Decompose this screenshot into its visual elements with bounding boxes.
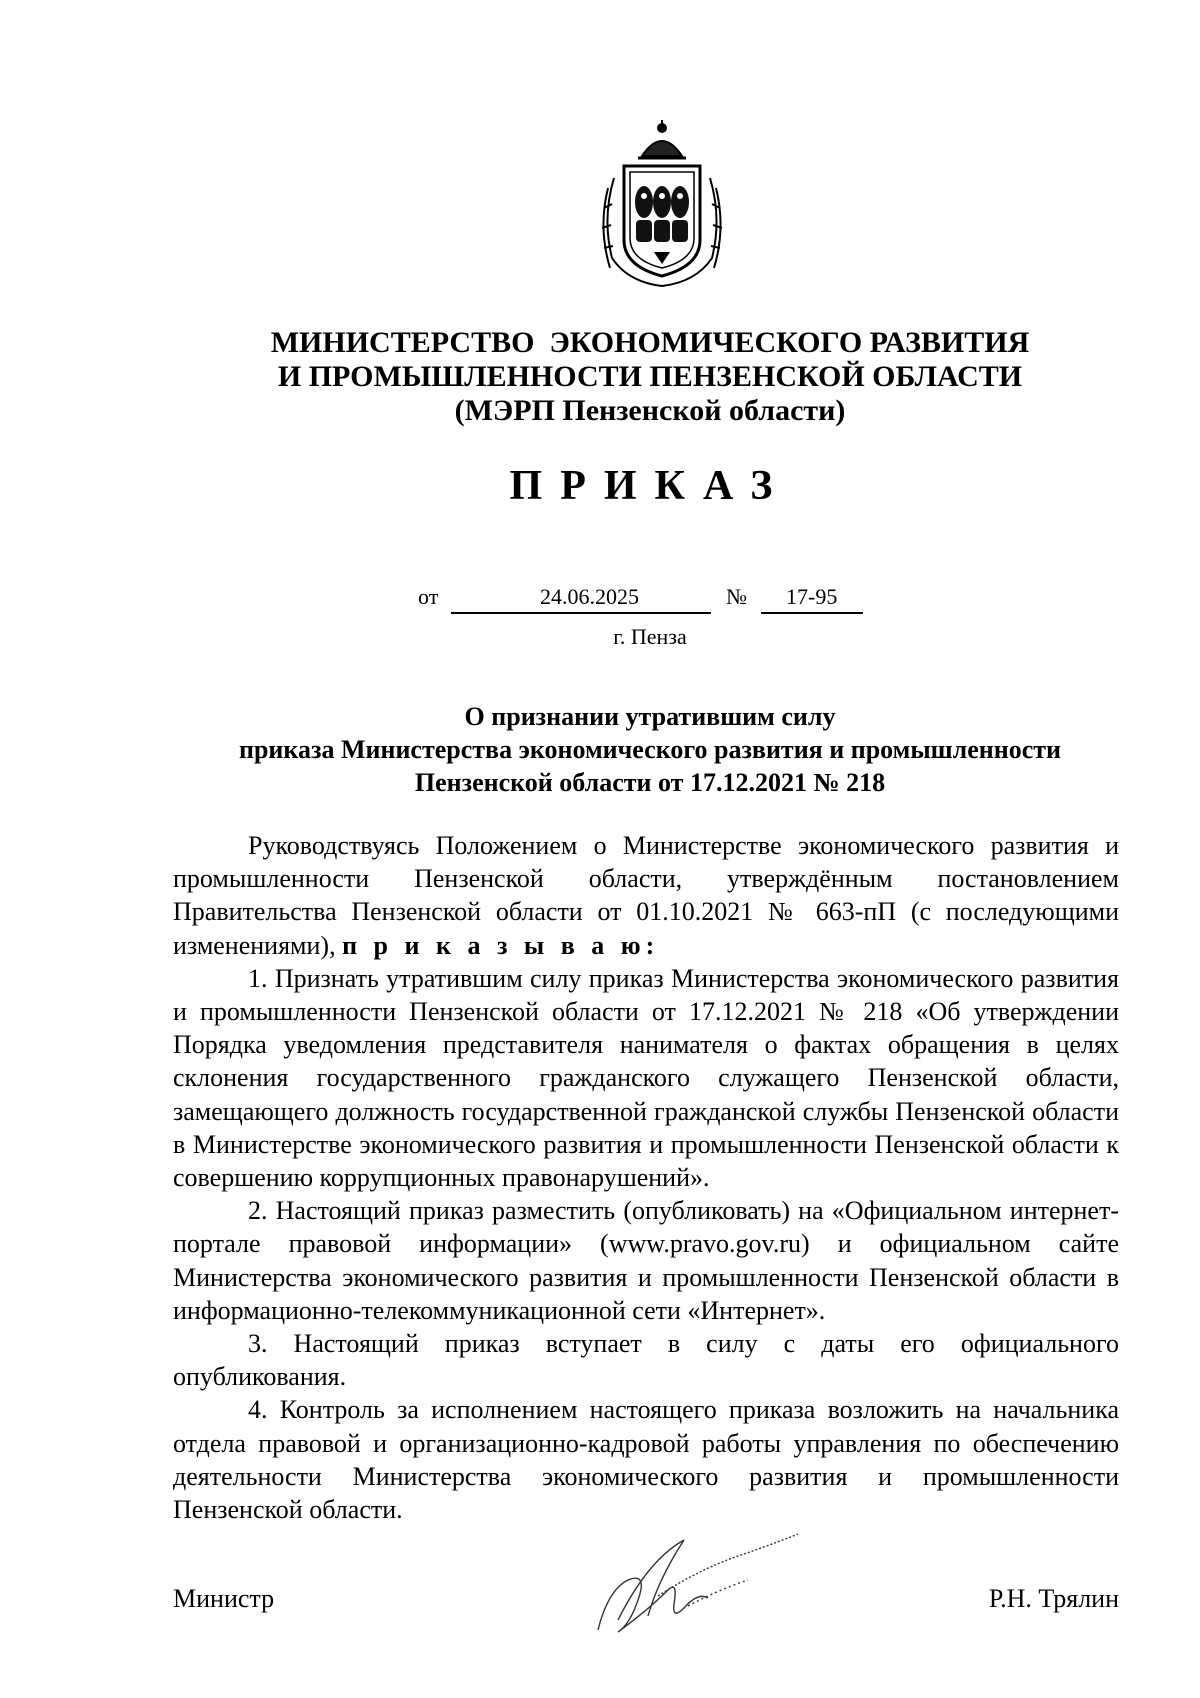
order-item-3: 3. Настоящий приказ вступает в силу с даты его официального опубликования. — [173, 1329, 1119, 1392]
order-number: 17-95 — [786, 584, 838, 609]
number-underline — [761, 612, 863, 614]
preamble-text: Руководствуясь Положением о Министерстве экономического развития и промышленности Пензенской области, утверждённым постановлением Правительства Пензенской области от 01.10.2021 № 663-пП (с последующими изменениями), — [173, 831, 1119, 960]
signer-position: Министр — [173, 1584, 275, 1613]
ministry-name-line1: МИНИСТЕРСТВО ЭКОНОМИЧЕСКОГО РАЗВИТИЯ — [270, 326, 1030, 359]
date-underline — [451, 612, 711, 614]
subject-line3: Пензенской области от 17.12.2021 № 218 — [414, 768, 886, 797]
order-item-2: 2. Настоящий приказ разместить (опубликовать) на «Официальном интернет-портале правовой информации» (www.pravo.gov.ru) и официальном сайте Министерства экономического развития и промышленности Пензенской области в информационно-телекоммуникационной сети «Интернет». — [173, 1196, 1119, 1325]
signer-name: Р.Н. Трялин — [988, 1584, 1119, 1613]
subject-line1: О признании утратившим силу — [464, 702, 836, 731]
order-date: 24.06.2025 — [540, 584, 639, 609]
order-verb: п р и к а з ы в а ю: — [342, 930, 660, 960]
order-item-4: 4. Контроль за исполнением настоящего приказа возложить на начальника отдела правовой и организационно-кадровой работы управления по обеспечению деятельности Министерства экономического развития и промышленности Пензенской области. — [173, 1395, 1119, 1525]
coat-of-arms-emblem — [598, 118, 726, 288]
order-body — [173, 829, 1119, 1526]
city-label: г. Пенза — [613, 624, 687, 649]
ministry-header — [240, 326, 1060, 428]
ministry-short-name: (МЭРП Пензенской области) — [454, 394, 846, 427]
from-label: от — [418, 584, 439, 609]
order-item-1: 1. Признать утратившим силу приказ Министерства экономического развития и промышленности Пензенской области от 17.12.2021 № 218 «Об утверждении Порядка уведомления представителя нанимателя о фактах обращения в целях склонения государственного гражданского служащего Пензенской области, замещающего должность государственной гражданской службы Пензенской области в Министерстве экономического развития и промышленности Пензенской области к совершению коррупционных правонарушений». — [173, 963, 1119, 1193]
handwritten-signature — [588, 1520, 808, 1640]
preamble-paragraph — [173, 829, 1119, 962]
subject-line2: приказа Министерства экономического развития и промышленности — [238, 735, 1062, 764]
document-type-title: ПРИКАЗ — [509, 463, 791, 509]
ministry-name-line2: И ПРОМЫШЛЕННОСТИ ПЕНЗЕНСКОЙ ОБЛАСТИ — [277, 360, 1023, 393]
order-subject — [160, 700, 1140, 799]
number-label: № — [726, 584, 747, 609]
